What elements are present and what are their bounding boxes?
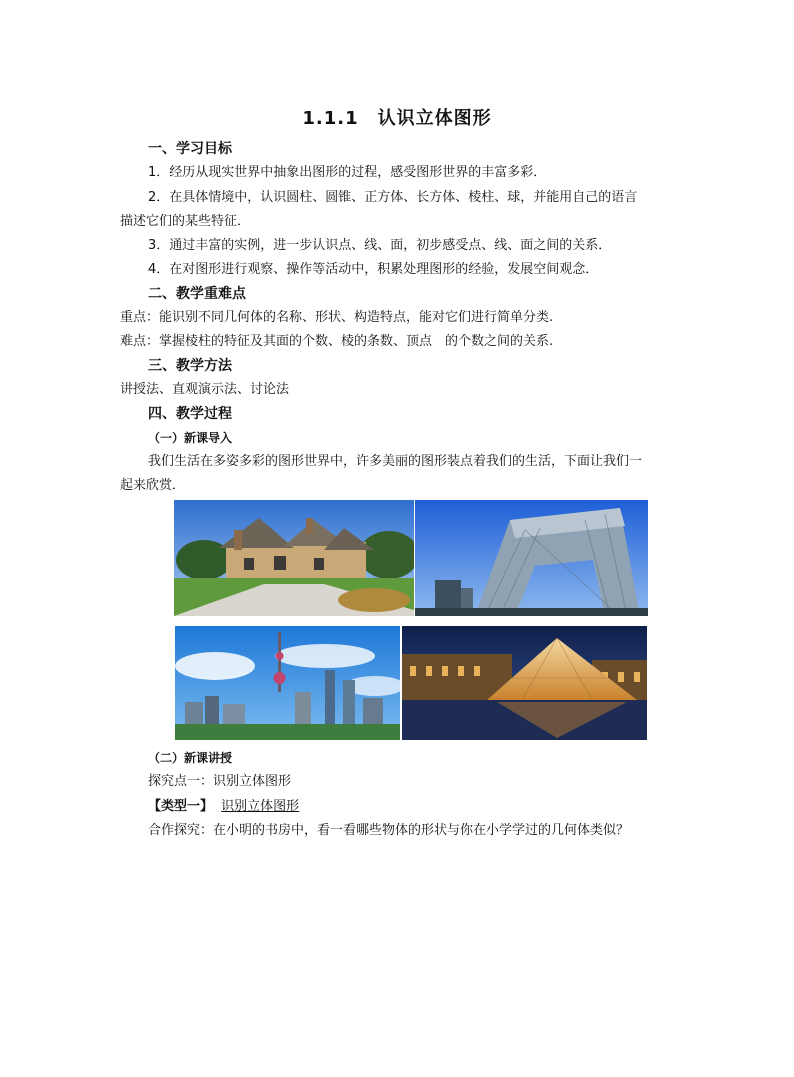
shanghai-skyline-photo	[175, 626, 400, 740]
type-line	[148, 797, 708, 817]
goal-item-2-cont: 描述它们的某些特征．	[120, 214, 251, 229]
cooperative-explore-text: 合作探究：在小明的书房中，看一看哪些物体的形状与你在小学学过的几何体类似？	[148, 823, 630, 838]
subheading-intro: （一）新课导入	[148, 431, 233, 445]
section-heading-methods: 三、教学方法	[148, 358, 232, 374]
difficult-point-text: 难点：掌握棱柱的特征及其面的个数、棱的条数、顶点 的个数之间的关系.	[120, 334, 554, 349]
explore-point-text: 探究点一：识别立体图形	[148, 774, 292, 789]
methods-text: 讲授法、直观演示法、讨论法	[120, 382, 290, 397]
louvre-pyramid-photo	[402, 626, 647, 740]
intro-paragraph: 我们生活在多姿多彩的图形世界中，许多美丽的图形装点着我们的生活，下面让我们一	[148, 454, 643, 469]
intro-paragraph-cont: 起来欣赏．	[120, 478, 186, 493]
page-title: 1.1.1 认识立体图形	[302, 108, 492, 129]
section-heading-goals: 一、学习目标	[148, 141, 232, 157]
goal-item-2: 2．在具体情境中，认识圆柱、圆锥、正方体、长方体、棱柱、球，并能用自己的语言	[148, 190, 638, 205]
goal-item-1: 1．经历从现实世界中抽象出图形的过程，感受图形世界的丰富多彩．	[148, 165, 547, 180]
subheading-new-lesson: （二）新课讲授	[148, 751, 233, 765]
type-title: 识别立体图形	[221, 799, 300, 814]
section-heading-process: 四、教学过程	[148, 406, 232, 422]
cctv-building-photo	[415, 500, 648, 616]
type-label: 【类型一】	[148, 799, 214, 814]
section-heading-key-points: 二、教学重难点	[148, 286, 246, 302]
goal-item-3: 3．通过丰富的实例，进一步认识点、线、面，初步感受点、线、面之间的关系．	[148, 238, 612, 253]
goal-item-4: 4．在对图形进行观察、操作等活动中，积累处理图形的经验，发展空间观念．	[148, 262, 599, 277]
key-point-text: 重点：能识别不同几何体的名称、形状、构造特点，能对它们进行简单分类.	[120, 310, 554, 325]
house-photo	[174, 500, 414, 616]
